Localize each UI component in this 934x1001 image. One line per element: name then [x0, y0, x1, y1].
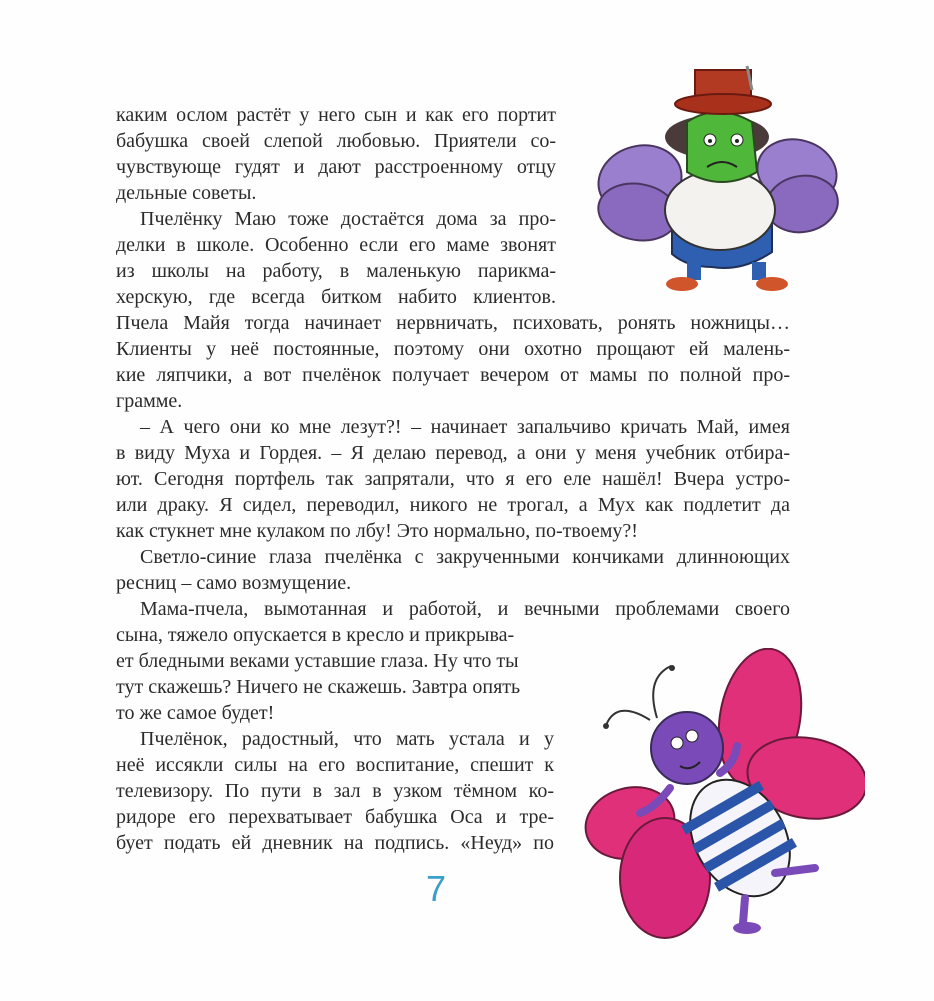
- text-line: делки в школе. Особенно если его маме звонят: [116, 234, 556, 256]
- text-line: тут скажешь? Ничего не скажешь. Завтра опять: [116, 676, 521, 698]
- text-line: кие ляпчики, а вот пчелёнок получает вечером от мамы по полной про-: [116, 364, 790, 386]
- text-line: неё иссякли силы на его воспитание, спешит к: [116, 754, 554, 776]
- text-line: сына, тяжело опускается в кресло и прикрыва-: [116, 624, 515, 646]
- text-line: как стукнет мне кулаком по лбу! Это нормально, по-твоему?!: [116, 520, 638, 542]
- text-line: – А чего они ко мне лезут?! – начинает запальчиво кричать Май, имея: [140, 416, 790, 438]
- bee-character-illustration: [575, 648, 865, 948]
- text-line: Пчелёнок, радостный, что мать устала и у: [140, 728, 554, 750]
- text-line: Пчелёнку Маю тоже достаётся дома за про-: [140, 208, 556, 230]
- text-line: или драку. Я сидел, переводил, никого не трогал, а Мух как подлетит да: [116, 494, 790, 516]
- text-line: херскую, где всегда битком набито клиентов.: [116, 286, 556, 308]
- text-line: Мама-пчела, вымотанная и работой, и вечными проблемами своего: [140, 598, 790, 620]
- text-line: бует подать ей дневник на подпись. «Неуд» по: [116, 832, 554, 854]
- text-line: в виду Муха и Гордея. – Я делаю перевод, а они у меня учебник отбира-: [116, 442, 790, 464]
- text-line: ресниц – само возмущение.: [116, 572, 352, 594]
- text-line: из школы на работу, в маленькую парикма-: [116, 260, 556, 282]
- text-line: ридоре его перехватывает бабушка Оса и тре-: [116, 806, 554, 828]
- text-line: бабушка своей слепой любовью. Приятели со-: [116, 130, 556, 152]
- text-line: ет бледными веками уставшие глаза. Ну что ты: [116, 650, 519, 672]
- text-line: то же самое будет!: [116, 702, 275, 724]
- fly-character-illustration: [592, 62, 842, 302]
- text-line: телевизору. По пути в зал в узком тёмном ко-: [116, 780, 554, 802]
- text-line: грамме.: [116, 390, 183, 412]
- text-line: Пчела Майя тогда начинает нервничать, психовать, ронять ножницы…: [116, 312, 790, 334]
- text-line: дельные советы.: [116, 182, 257, 204]
- text-line: Клиенты у неё постоянные, поэтому они охотно прощают ей малень-: [116, 338, 790, 360]
- page-number: 7: [426, 868, 447, 909]
- text-line: чувствующе гудят и дают расстроенному отцу: [116, 156, 556, 178]
- text-line: Светло-синие глаза пчелёнка с закрученными кончиками длинноющих: [140, 546, 790, 568]
- text-line: каким ослом растёт у него сын и как его портит: [116, 104, 556, 126]
- text-line: ют. Сегодня портфель так запрятали, что я его еле нашёл! Вчера устро-: [116, 468, 790, 490]
